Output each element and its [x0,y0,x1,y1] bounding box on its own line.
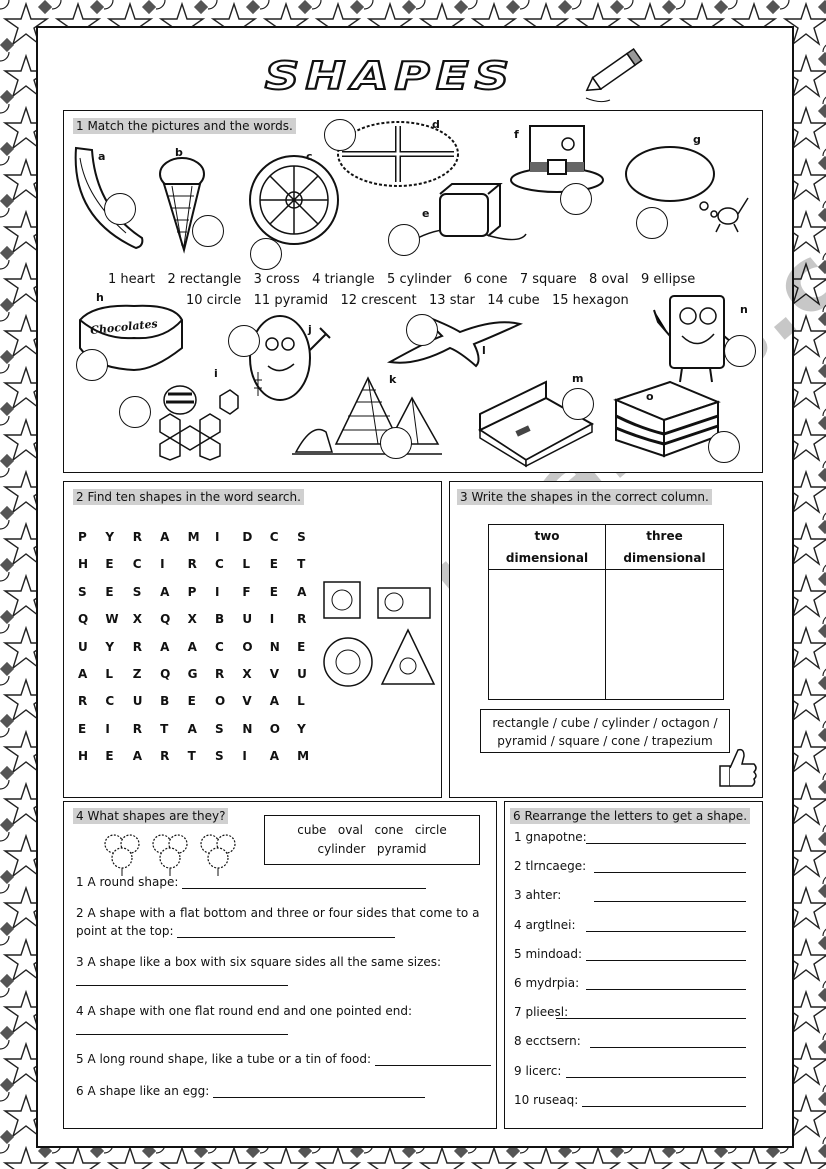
rearrange-item: 6 mydrpia: [514,976,580,990]
word-search-letter[interactable]: I [160,557,165,572]
word-search-letter[interactable]: I [242,749,247,764]
wheel-picture [248,154,344,250]
question-4-2-text-b: point at the top: [76,924,174,938]
question-4-2 [76,906,479,920]
picture-letter-a: a [98,150,106,163]
word-search-letter[interactable]: A [160,639,170,654]
word-search-letter[interactable]: Q [160,612,171,627]
rearrange-answer-line[interactable] [590,1046,746,1048]
word-search-letter[interactable]: C [214,639,224,654]
question-4-6 [76,1084,425,1098]
rearrange-item: 9 licerc: [514,1063,562,1078]
word-search-letter[interactable]: V [269,667,280,681]
picture-letter-n: n [740,303,748,316]
section4-instruction: 4 What shapes are they? [73,808,228,824]
word-search-letter[interactable]: T [187,749,196,764]
question-4-1-text: 1 A round shape: [76,875,179,889]
word-bank-line1: rectangle / cube / cylinder / octagon / [492,716,718,730]
answer-circle-k[interactable] [380,427,412,459]
rearrange-item: 10 ruseaq: [514,1092,579,1107]
question-4-3-text: 3 A shape like a box with six square sides all the same sizes: [76,955,442,969]
question-4-5-text: 5 A long round shape, like a tube or a tin of food: [76,1052,372,1066]
word-search-letter[interactable]: I [214,530,220,544]
question-4-6-text: 6 A shape like an egg: [76,1084,210,1098]
word-search-letter[interactable]: M [187,530,200,544]
word-search-letter[interactable]: R [214,667,225,681]
picture-letter-k: k [389,373,397,386]
word-search-letter[interactable]: L [105,667,114,681]
word-search-row [78,722,325,736]
question-4-3 [76,955,441,969]
answer-circle-i[interactable] [119,396,151,428]
word-search-letter[interactable]: E [187,694,196,709]
word-search-row [78,612,325,626]
word-search-letter[interactable]: U [78,639,88,654]
word-search-letter[interactable]: Z [132,667,142,681]
word-search-row [78,557,325,571]
answer-circle-e[interactable] [388,224,420,256]
rearrange-answer-line[interactable] [582,1105,746,1107]
picture-letter-g: g [693,133,701,146]
word-search-letter[interactable]: Y [297,721,306,736]
answer-line-4-4-row [76,1021,288,1035]
answer-circle-o[interactable] [708,431,740,463]
pencil-icon [580,38,650,108]
word-search-letter[interactable]: T [297,557,306,572]
rearrange-item: 2 tlrncaege: [514,859,587,874]
word-search-letter[interactable]: A [78,667,88,681]
section-rearrange-letters [504,801,763,1129]
picture-letter-j: j [308,323,312,336]
answer-line-4-5[interactable] [375,1053,491,1066]
word-search-letter[interactable]: Y [105,639,115,654]
column-header-two-line1: two [534,529,560,543]
shape-options-box [264,815,480,865]
word-search-letter[interactable]: O [214,694,226,709]
picture-letter-c: c [306,150,313,163]
shape-word-list-row2: 10 circle 11 pyramid 12 crescent 13 star 14 cube 15 hexagon [186,293,629,308]
rearrange-item: 8 ecctsern: [514,1034,581,1049]
question-4-2-text-a: 2 A shape with a flat bottom and three or four sides that come to a [76,906,480,920]
rearrange-answer-line[interactable] [586,930,746,932]
word-search-letter[interactable]: W [105,612,119,627]
answer-circle-b[interactable] [192,215,224,247]
word-search-letter[interactable]: A [269,694,280,709]
word-search-letter[interactable]: S [214,749,224,764]
word-search-letter[interactable]: A [297,584,307,599]
word-search-letter[interactable]: I [269,612,275,627]
page-title: SHAPES [264,53,516,99]
answer-circle-g[interactable] [636,207,668,239]
word-search-letter[interactable]: A [160,530,170,544]
word-search-letter[interactable]: Q [78,612,89,627]
answer-circle-n[interactable] [724,335,756,367]
word-search-letter[interactable]: R [187,557,197,572]
question-4-4 [76,1004,412,1018]
answer-circle-h[interactable] [76,349,108,381]
word-search-letter[interactable]: Y [105,530,115,544]
word-search-letter[interactable]: R [132,530,143,544]
word-search-row [78,667,325,681]
word-search-letter[interactable]: O [242,639,253,654]
sandwich-picture [610,376,724,458]
word-search-letter[interactable]: B [214,612,225,627]
rearrange-answer-line[interactable] [556,1017,746,1019]
word-search-letter[interactable]: O [269,721,280,736]
rearrange-item: 3 ahter: [514,888,562,903]
word-search-row [78,530,325,544]
answer-line-4-3[interactable] [76,973,288,986]
picture-letter-h: h [96,291,104,304]
word-search-row [78,585,325,599]
answer-circle-f[interactable] [560,183,592,215]
word-search-letter[interactable]: P [78,530,87,544]
column-header-three-line1: three [646,529,683,543]
column-header-two-dimensional [489,525,605,570]
shape-columns-table [488,524,724,700]
word-search-letter[interactable]: C [269,530,279,544]
word-search-letter[interactable]: R [160,749,170,764]
picture-letter-e: e [422,207,430,220]
word-search-letter[interactable]: A [160,584,170,599]
word-search-letter[interactable]: P [187,584,197,599]
word-search-letter[interactable]: U [242,612,253,627]
column-header-two-line2: dimensional [505,551,589,565]
word-search-letter[interactable]: L [297,694,305,709]
shape-word-list-row1: 1 heart 2 rectangle 3 cross 4 triangle 5 cylinder 6 cone 7 square 8 oval 9 ellipse [108,272,696,287]
rearrange-answer-line[interactable] [586,959,746,961]
word-search-letter[interactable]: E [297,639,306,654]
pyramids-picture [292,372,442,458]
column-header-three-dimensional [606,525,723,570]
starfish-picture [386,312,526,372]
word-search-letter[interactable]: R [297,612,307,627]
word-search-letter[interactable]: E [78,721,87,736]
word-search-letter[interactable]: U [297,667,307,681]
word-search-letter[interactable]: Q [160,667,171,681]
word-search-letter[interactable]: L [242,557,250,572]
answer-circle-l[interactable] [406,314,438,346]
word-search-letter[interactable]: I [105,721,110,736]
word-search-letter[interactable]: S [132,584,142,599]
two-dimensional-answer-area[interactable] [489,571,603,697]
section1-instruction: 1 Match the pictures and the words. [73,118,296,134]
word-search-letter[interactable]: R [132,721,143,736]
word-search-letter[interactable]: E [105,584,114,599]
word-search-letter[interactable]: A [187,721,197,736]
word-search-letter[interactable]: A [132,749,143,764]
word-search-letter[interactable]: C [105,694,115,709]
rearrange-answer-line[interactable] [594,900,746,902]
picture-letter-b: b [175,146,183,159]
column-divider [605,525,606,699]
word-search-letter[interactable]: X [187,612,197,627]
question-4-5 [76,1052,491,1066]
word-search-letter[interactable]: U [132,694,143,709]
three-dimensional-answer-area[interactable] [607,571,721,697]
word-search-letter[interactable]: I [214,584,220,599]
picture-letter-i: i [214,367,218,380]
word-search-letter[interactable]: H [78,557,89,572]
picture-letter-o: o [646,390,654,403]
word-search-letter[interactable]: N [269,639,280,654]
word-search-letter[interactable]: G [187,667,198,681]
rearrange-item: 7 plieesl: [514,1005,569,1020]
leprechaun-hat-picture [510,118,606,198]
word-search-letter[interactable]: S [297,530,306,544]
clover-faces-picture [100,830,246,876]
word-search-letter[interactable]: C [214,557,224,572]
word-search-letter[interactable]: S [214,721,224,736]
rearrange-answer-line[interactable] [566,1076,746,1078]
question-4-4-text: 4 A shape with one flat round end and one pointed end: [76,1004,413,1018]
word-search-letter[interactable]: T [160,721,169,736]
answer-circle-j[interactable] [228,325,260,357]
answer-line-4-4[interactable] [76,1022,288,1035]
word-bank-line2: pyramid / square / cone / trapezium [497,734,713,748]
word-search-letter[interactable]: N [242,721,253,736]
answer-line-4-2[interactable] [177,925,395,938]
word-search-letter[interactable]: R [132,639,143,654]
rearrange-answer-line[interactable] [586,842,746,844]
section6-instruction: 6 Rearrange the letters to get a shape. [510,808,750,824]
shape-options-line2: cylinder pyramid [317,842,427,856]
word-search-letter[interactable]: X [242,667,252,681]
word-search-letter[interactable]: M [297,749,310,764]
word-search-letter[interactable]: R [78,694,88,709]
picture-letter-d: d [432,118,440,131]
candy-box-label: Chocolates [89,317,159,338]
bee-on-honeycomb-picture [146,372,238,458]
column-header-three-line2: dimensional [623,551,706,565]
word-search-letter[interactable]: D [242,530,253,544]
word-search-letter[interactable]: H [78,749,89,764]
word-search-letter[interactable]: C [132,557,142,572]
rearrange-answer-line[interactable] [586,988,746,990]
picture-letter-f: f [514,128,519,141]
picture-letter-l: l [482,344,486,357]
section3-instruction: 3 Write the shapes in the correct column. [457,489,712,505]
word-search-letter[interactable]: F [242,584,251,599]
rearrange-item: 5 mindoad: [514,946,583,961]
word-search-letter[interactable]: A [269,749,280,764]
word-search-letter[interactable]: E [269,557,278,572]
answer-line-4-3-row [76,972,288,986]
square-face-picture [322,580,432,690]
answer-circle-d[interactable] [324,119,356,151]
rearrange-answer-line[interactable] [594,871,746,873]
word-search-row [78,749,325,763]
word-search-row [78,640,325,654]
word-search-letter[interactable]: B [160,694,170,709]
question-4-1 [76,875,426,889]
word-search-letter[interactable]: S [78,584,87,599]
answer-circle-m[interactable] [562,388,594,420]
shape-options-line1: cube oval cone circle [297,823,447,837]
section2-instruction: 2 Find ten shapes in the word search. [73,489,304,505]
word-search-letter[interactable]: V [242,694,252,709]
thumbs-up-icon [714,744,758,790]
question-4-2b [76,924,395,938]
word-search-letter[interactable]: E [269,584,278,599]
answer-line-4-1[interactable] [182,876,426,889]
rearrange-item: 1 gnapotne: [514,830,587,844]
word-search-letter[interactable]: X [132,612,143,627]
word-search-letter[interactable]: E [105,557,114,572]
column-word-bank [480,709,730,753]
rearrange-item: 4 argtlnei: [514,917,576,932]
answer-circle-c[interactable] [250,238,282,270]
word-search-letter[interactable]: E [105,749,114,764]
answer-line-4-6[interactable] [213,1085,425,1098]
picture-letter-m: m [572,372,584,385]
word-search-letter[interactable]: A [187,639,197,654]
answer-circle-a[interactable] [104,193,136,225]
word-search-row [78,694,325,708]
